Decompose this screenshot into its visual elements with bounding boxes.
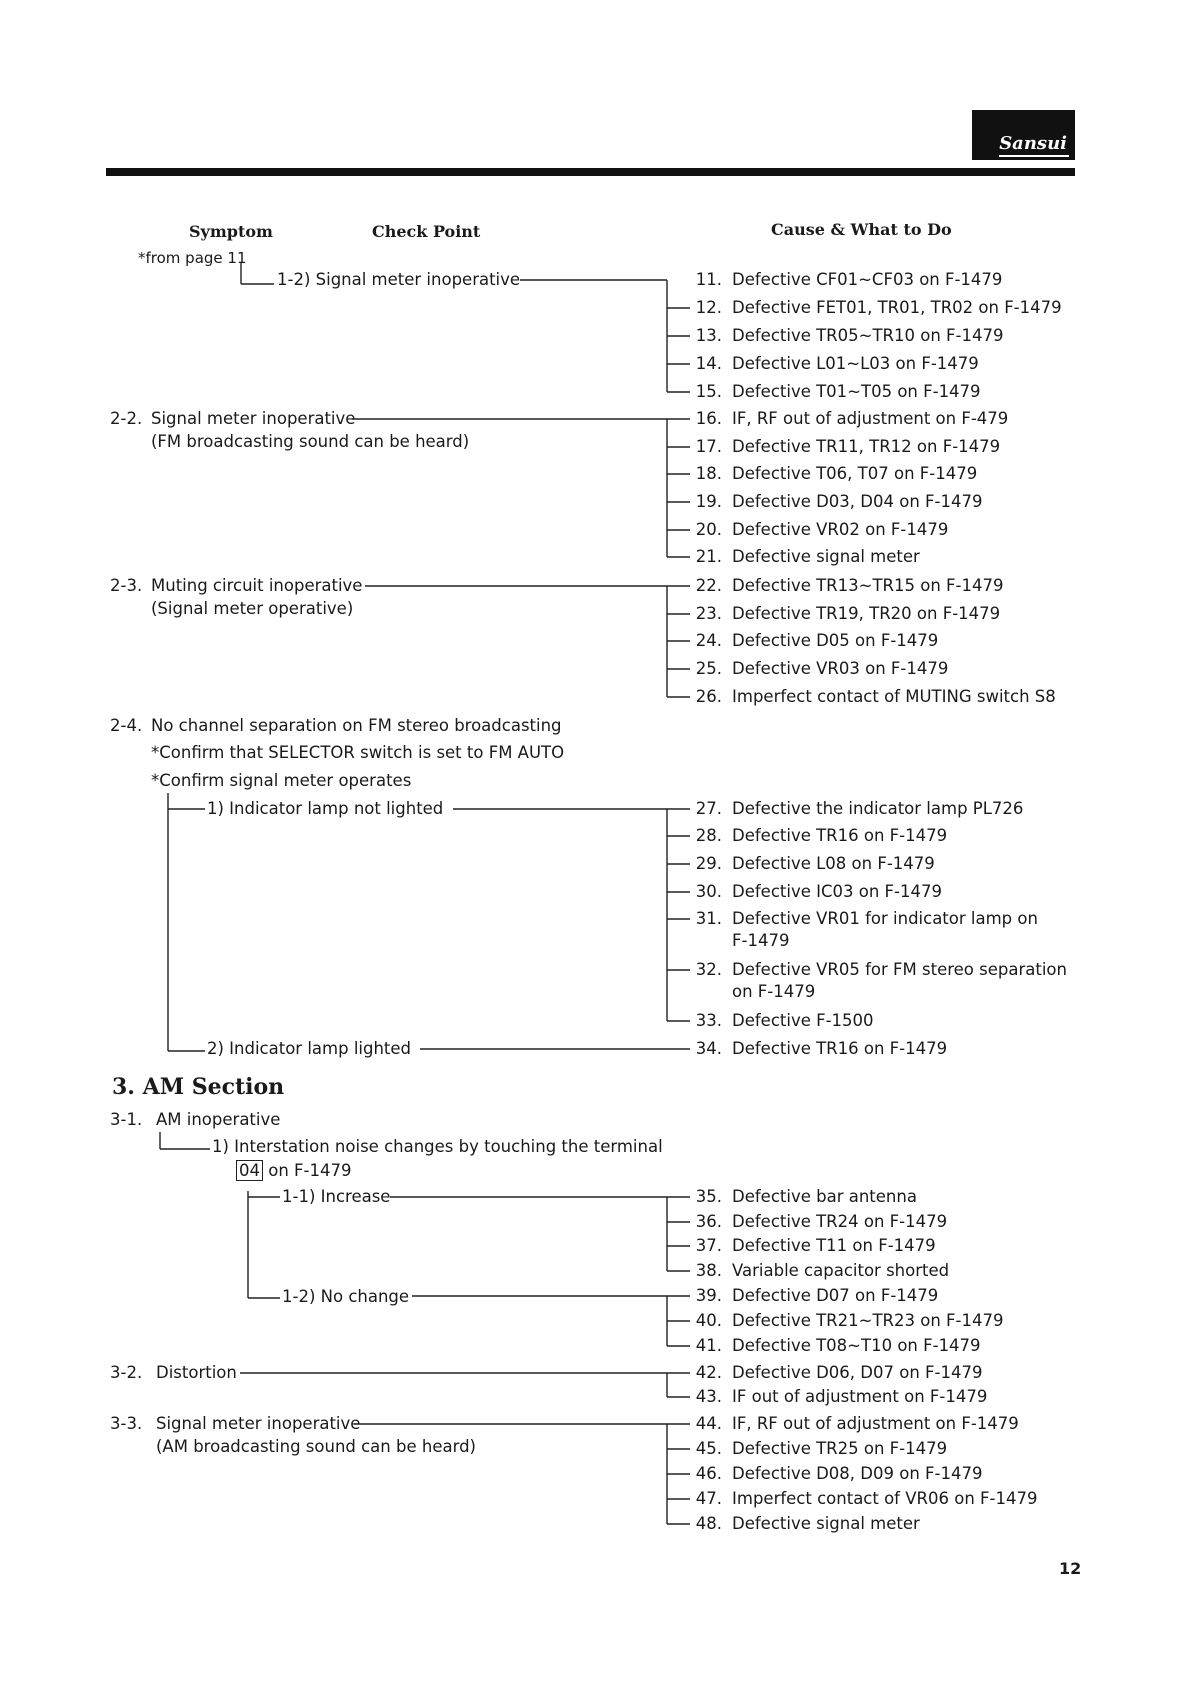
cause-text: Defective L08 on F-1479 (732, 854, 935, 873)
cause-item (688, 354, 979, 374)
cause-number: 19. (695, 492, 722, 511)
cause-number: 17. (695, 437, 722, 456)
cause-item (688, 1464, 982, 1484)
cause-text: Defective D08, D09 on F-1479 (732, 1464, 983, 1483)
cause-text: Variable capacitor shorted (732, 1261, 950, 1280)
cause-number: 20. (695, 520, 722, 539)
cause-text: Defective D07 on F-1479 (732, 1286, 939, 1305)
cause-item (688, 492, 982, 512)
cause-item (688, 882, 942, 902)
cause-item (688, 854, 935, 874)
check-3-1-1-1: 1-1) Increase (282, 1187, 391, 1206)
symptom-2-4-title: No channel separation on FM stereo broadcasting (151, 716, 562, 735)
symptom-3-2-title: Distortion (156, 1363, 237, 1382)
cause-number: 23. (695, 604, 722, 623)
cause-item (688, 1363, 982, 1383)
cause-number: 28. (695, 826, 722, 845)
cause-text: Defective TR16 on F-1479 (732, 826, 948, 845)
cause-number: 38. (695, 1261, 722, 1280)
symptom-1-2: 1-2) Signal meter inoperative (277, 270, 521, 289)
cause-item (688, 826, 947, 846)
cause-item (688, 659, 948, 679)
cause-number: 16. (695, 409, 722, 428)
cause-text: Defective bar antenna (732, 1187, 917, 1206)
cause-text: Defective T01~T05 on F-1479 (732, 382, 981, 401)
cause-number: 46. (695, 1464, 722, 1483)
cause-text: Defective T08~T10 on F-1479 (732, 1336, 981, 1355)
cause-item (688, 1286, 938, 1306)
cause-item (688, 909, 1038, 929)
page-number: 12 (1059, 1559, 1082, 1578)
cause-item (688, 799, 1023, 819)
cause-text: Defective VR01 for indicator lamp on (732, 909, 1038, 928)
brand-logo-text: Sansui (999, 133, 1067, 154)
symptom-2-3-sub: (Signal meter operative) (151, 599, 354, 618)
cause-number: 39. (695, 1286, 722, 1305)
cause-number: 12. (695, 298, 722, 317)
cause-text: Defective T06, T07 on F-1479 (732, 464, 978, 483)
section-3-title: 3. AM Section (112, 1074, 285, 1100)
cause-number: 32. (695, 960, 722, 979)
from-page-note: *from page 11 (138, 249, 247, 267)
symptom-3-1-num: 3-1. (110, 1110, 143, 1129)
cause-number: 18. (695, 464, 722, 483)
cause-item (688, 520, 948, 540)
cause-number: 30. (695, 882, 722, 901)
header-cause: Cause & What to Do (771, 220, 952, 239)
cause-number: 41. (695, 1336, 722, 1355)
cause-item (688, 631, 938, 651)
cause-text: IF out of adjustment on F-1479 (732, 1387, 988, 1406)
cause-text: Defective CF01~CF03 on F-1479 (732, 270, 1003, 289)
symptom-2-2-sub: (FM broadcasting sound can be heard) (151, 432, 470, 451)
cause-item (688, 437, 1000, 457)
symptom-3-3-title: Signal meter inoperative (156, 1414, 361, 1433)
cause-number: 34. (695, 1039, 722, 1058)
cause-number: 21. (695, 547, 722, 566)
cause-number: 43. (695, 1387, 722, 1406)
cause-number: 22. (695, 576, 722, 595)
cause-text: Defective D05 on F-1479 (732, 631, 939, 650)
cause-number: 25. (695, 659, 722, 678)
cause-number: 31. (695, 909, 722, 928)
cause-text: Defective T11 on F-1479 (732, 1236, 936, 1255)
cause-number: 24. (695, 631, 722, 650)
cause-text: Defective VR02 on F-1479 (732, 520, 949, 539)
cause-item (688, 1261, 949, 1281)
cause-text: IF, RF out of adjustment on F-1479 (732, 1414, 1019, 1433)
cause-text: Defective signal meter (732, 1514, 920, 1533)
cause-item (688, 1489, 1037, 1509)
cause-number: 40. (695, 1311, 722, 1330)
cause-item (688, 270, 1002, 290)
cause-number: 42. (695, 1363, 722, 1382)
symptom-3-2-num: 3-2. (110, 1363, 143, 1382)
cause-item (688, 1514, 920, 1534)
cause-item (688, 1187, 917, 1207)
cause-item (688, 1039, 947, 1059)
cause-text: Defective D06, D07 on F-1479 (732, 1363, 983, 1382)
check-2-4-1: 1) Indicator lamp not lighted (207, 799, 444, 818)
cause-text: IF, RF out of adjustment on F-479 (732, 409, 1009, 428)
symptom-3-1-title: AM inoperative (156, 1110, 281, 1129)
cause-text: Defective TR05~TR10 on F-1479 (732, 326, 1004, 345)
symptom-2-3-num: 2-3. (110, 576, 143, 595)
cause-number: 11. (695, 270, 722, 289)
cause-item (688, 1011, 874, 1031)
cause-text: Defective signal meter (732, 547, 920, 566)
cause-item (688, 1439, 947, 1459)
check-2-4-2: 2) Indicator lamp lighted (207, 1039, 412, 1058)
check-3-1-1-terminal-line (236, 1161, 351, 1181)
cause-number: 47. (695, 1489, 722, 1508)
cause-item (688, 409, 1008, 429)
cause-number: 15. (695, 382, 722, 401)
cause-text: Defective TR16 on F-1479 (732, 1039, 948, 1058)
cause-text: Defective VR05 for FM stereo separation (732, 960, 1067, 979)
header-symptom: Symptom (189, 222, 273, 241)
cause-item (688, 1387, 987, 1407)
cause-text-continued: F-1479 (732, 931, 790, 950)
cause-item (688, 298, 1062, 318)
cause-number: 37. (695, 1236, 722, 1255)
cause-text: Defective TR21~TR23 on F-1479 (732, 1311, 1004, 1330)
cause-text: Defective TR13~TR15 on F-1479 (732, 576, 1004, 595)
cause-item (688, 1311, 1004, 1331)
cause-text: Defective TR11, TR12 on F-1479 (732, 437, 1001, 456)
cause-text: Defective TR24 on F-1479 (732, 1212, 948, 1231)
cause-item (688, 960, 1067, 980)
symptom-2-4-note2: *Confirm signal meter operates (151, 771, 412, 790)
cause-number: 14. (695, 354, 722, 373)
cause-item (688, 547, 920, 567)
terminal-suffix: on F-1479 (268, 1161, 352, 1180)
cause-item (688, 604, 1000, 624)
cause-item (688, 382, 981, 402)
symptom-2-4-num: 2-4. (110, 716, 143, 735)
symptom-2-3-title: Muting circuit inoperative (151, 576, 363, 595)
cause-number: 26. (695, 687, 722, 706)
cause-item (688, 1336, 981, 1356)
symptom-2-4-note1: *Confirm that SELECTOR switch is set to FM AUTO (151, 743, 565, 762)
cause-text: Defective F-1500 (732, 1011, 874, 1030)
cause-number: 45. (695, 1439, 722, 1458)
cause-text: Defective IC03 on F-1479 (732, 882, 942, 901)
cause-text: Defective TR25 on F-1479 (732, 1439, 948, 1458)
cause-item (688, 1236, 936, 1256)
cause-text: Defective TR19, TR20 on F-1479 (732, 604, 1001, 623)
cause-number: 48. (695, 1514, 722, 1533)
cause-item (688, 687, 1056, 707)
cause-number: 13. (695, 326, 722, 345)
cause-item (688, 576, 1004, 596)
cause-item (688, 464, 977, 484)
terminal-box: 04 (236, 1160, 263, 1181)
cause-number: 36. (695, 1212, 722, 1231)
symptom-2-2-num: 2-2. (110, 409, 143, 428)
cause-number: 33. (695, 1011, 722, 1030)
cause-text: Defective the indicator lamp PL726 (732, 799, 1024, 818)
check-3-1-1-2: 1-2) No change (282, 1287, 410, 1306)
cause-number: 27. (695, 799, 722, 818)
cause-text: Defective D03, D04 on F-1479 (732, 492, 983, 511)
cause-number: 44. (695, 1414, 722, 1433)
symptom-3-3-sub: (AM broadcasting sound can be heard) (156, 1437, 476, 1456)
cause-text: Defective FET01, TR01, TR02 on F-1479 (732, 298, 1062, 317)
cause-item (688, 326, 1004, 346)
cause-item (688, 1414, 1019, 1434)
cause-text: Imperfect contact of MUTING switch S8 (732, 687, 1056, 706)
symptom-3-3-num: 3-3. (110, 1414, 143, 1433)
cause-number: 29. (695, 854, 722, 873)
cause-text: Defective VR03 on F-1479 (732, 659, 949, 678)
cause-number: 35. (695, 1187, 722, 1206)
header-check-point: Check Point (372, 222, 481, 241)
cause-item (688, 1212, 947, 1232)
check-3-1-1: 1) Interstation noise changes by touching the terminal (212, 1137, 663, 1156)
cause-text: Imperfect contact of VR06 on F-1479 (732, 1489, 1038, 1508)
cause-text: Defective L01~L03 on F-1479 (732, 354, 979, 373)
symptom-2-2-title: Signal meter inoperative (151, 409, 356, 428)
cause-text-continued: on F-1479 (732, 982, 816, 1001)
